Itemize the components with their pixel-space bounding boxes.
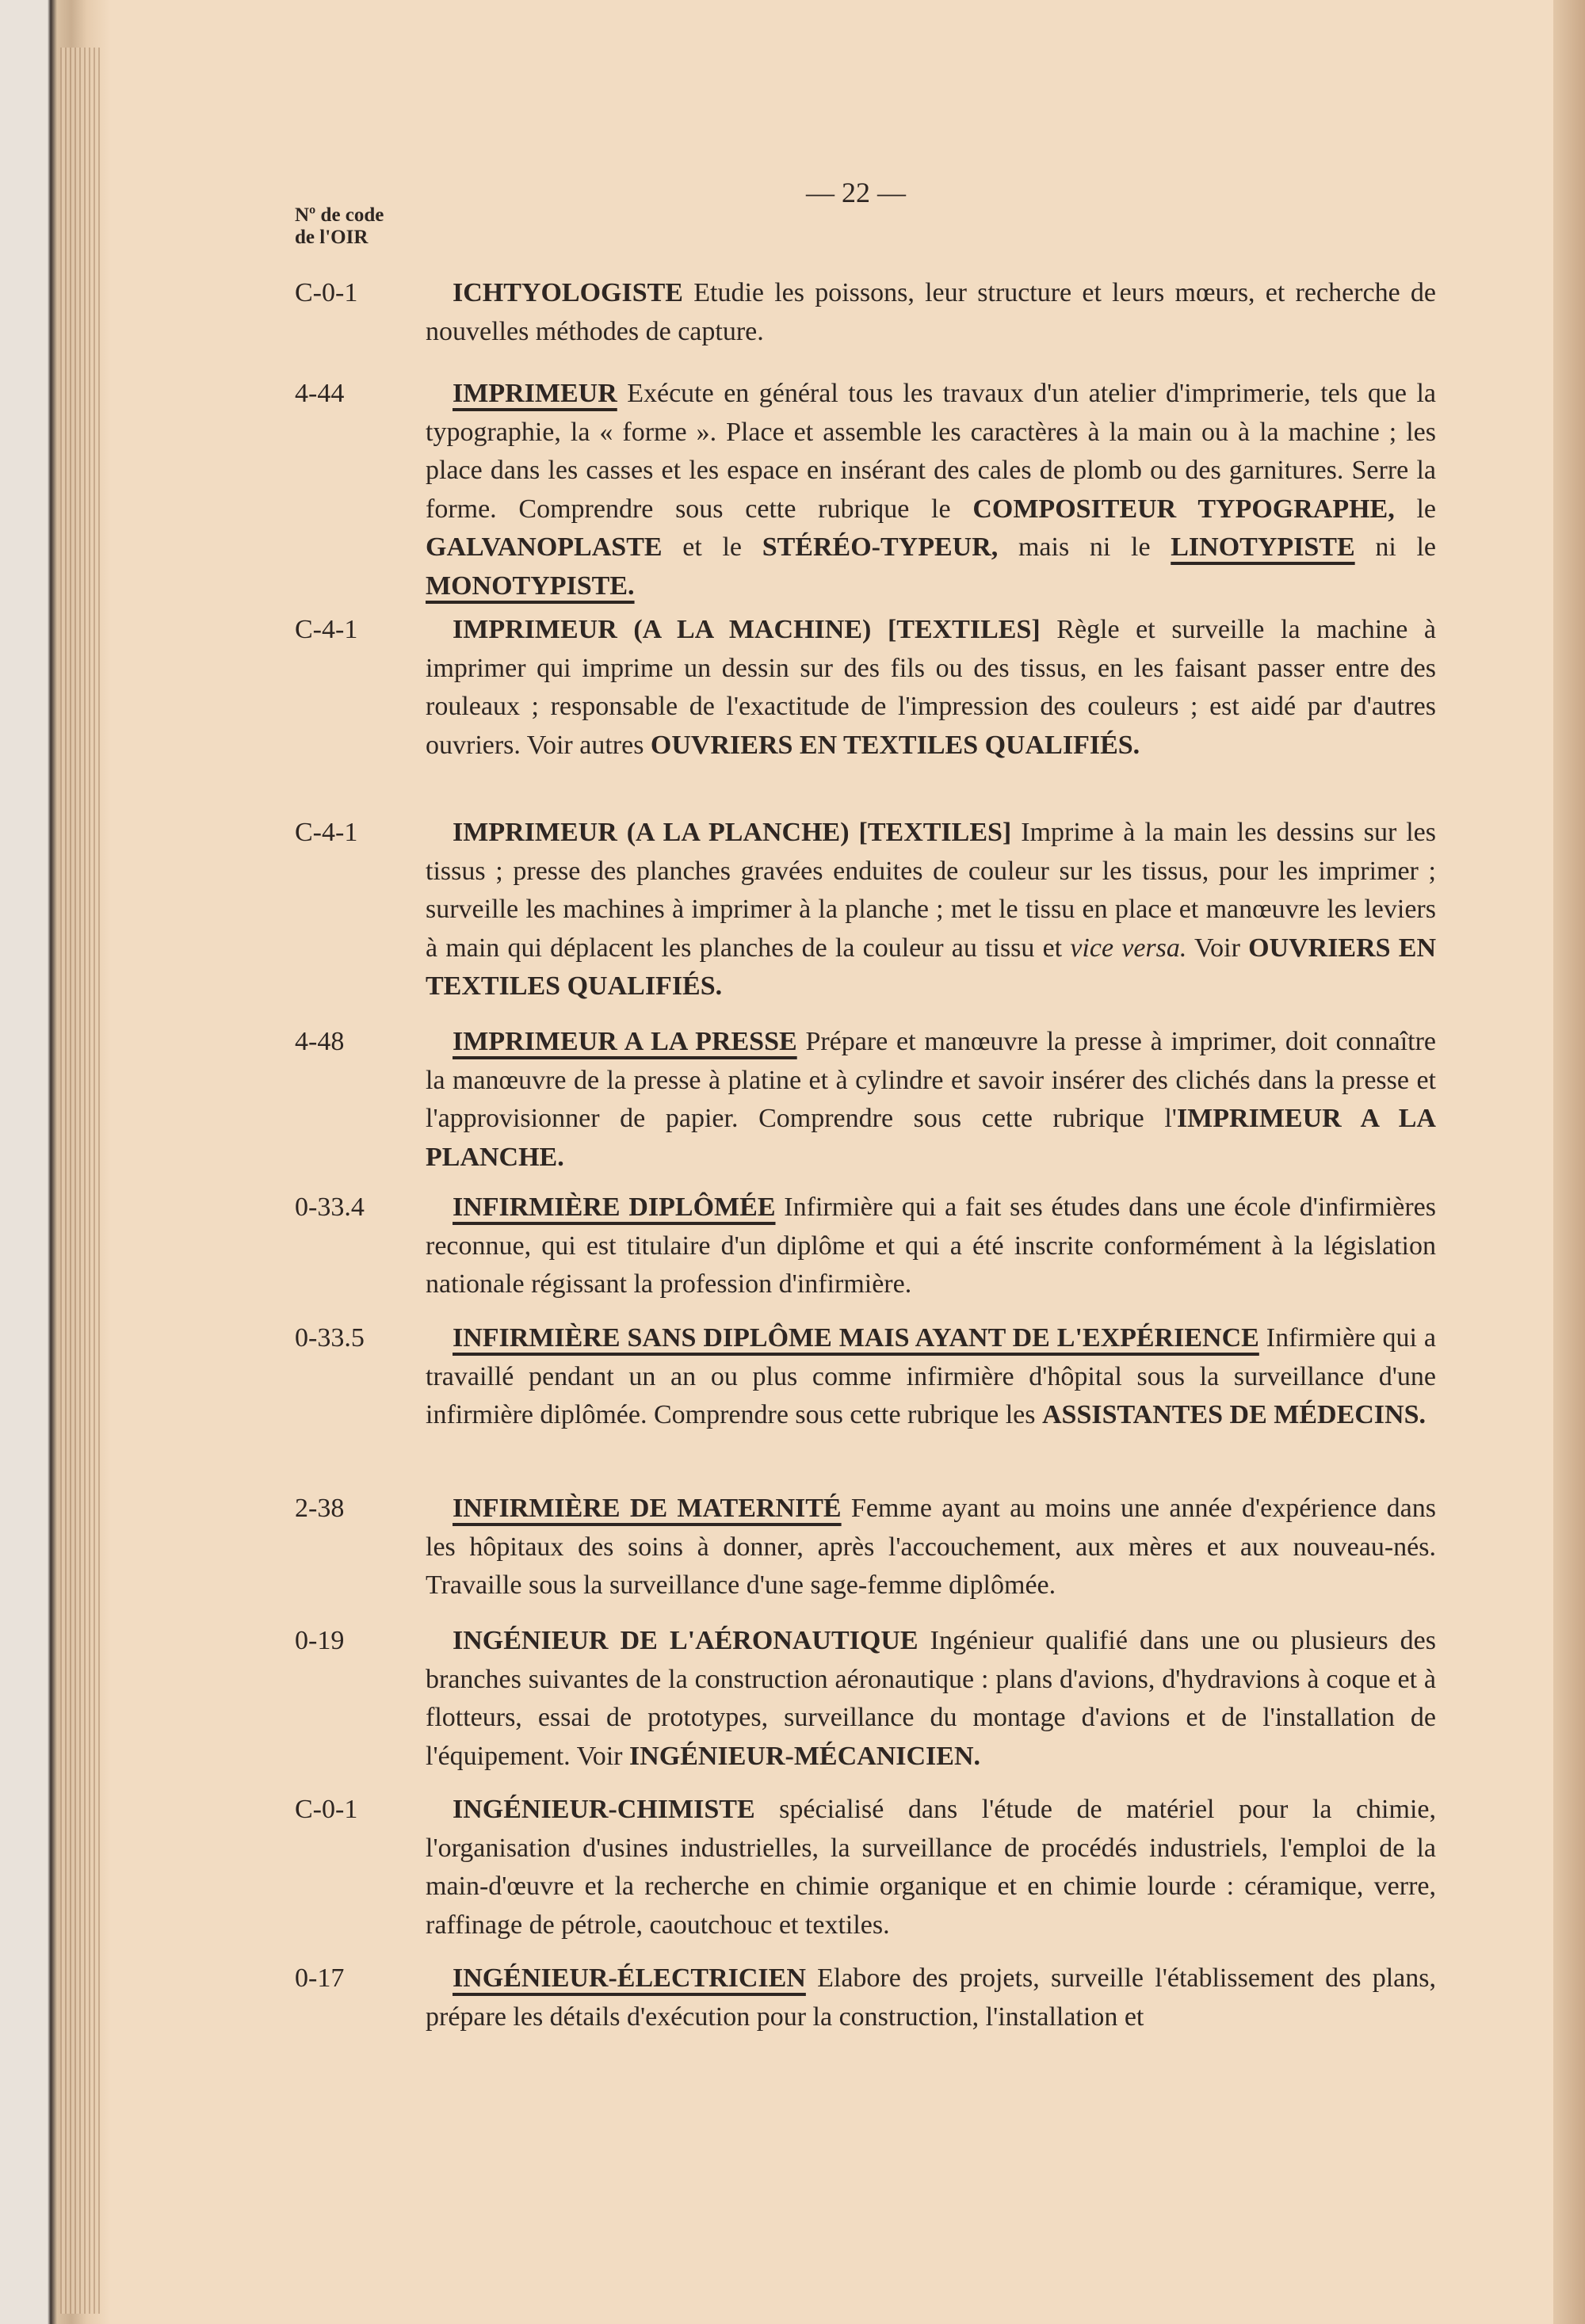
description-text: Ingénieur qualifié dans une ou plusieurs des branches suivantes de la construction aéronautique : plans d'avions, d'hydravions à coque et à flotteurs, essai de prototypes, surveillance du montage d'avions et de l'installation de l'équipement. Voir [426,1626,1436,1771]
description-text: Elabore des projets, surveille l'établissement des plans, prépare les détails d'exécution pour la construction, l'installation et [426,1963,1436,2032]
occupation-term: IMPRIMEUR [453,379,617,408]
description-text: Imprime à la main les dessins sur les tissus ; presse des planches gravées enduites de couleur sur les tissus, pour les imprimer ; surveille les machines à imprimer à la planche ; met le tissu en place et manœuvre les leviers à main qui déplacent les planches de la couleur au tissu et [426,818,1437,963]
occupation-term: INFIRMIÈRE DE MATERNITÉ [453,1494,842,1523]
occupation-term: IMPRIMEUR (A LA PLANCHE) [TEXTILES] [453,818,1012,847]
occupation-term: INGÉNIEUR-MÉCANICIEN. [629,1741,980,1771]
occupation-term: IMPRIMEUR A LA PRESSE [453,1027,797,1056]
code-column-header [295,204,384,249]
description-text: ni le [1354,532,1437,562]
occupation-term: INGÉNIEUR-ÉLECTRICIEN [453,1963,806,1993]
description-text: le [1394,494,1437,524]
oir-code: 0-33.4 [295,1193,365,1222]
occupation-term: IMPRIMEUR A LA PLANCHE. [426,1104,1436,1172]
occupation-term: LINOTYPISTE [1171,532,1355,562]
description-text: Règle et surveille la machine à imprimer qui imprime un dessin sur des fils ou des tissus, en les faisant passer entre des rouleaux ; responsable de l'exactitude de l'impression des couleurs ; est aidé par d'autres ouvriers. Voir autres [426,615,1436,760]
entry-text [426,1319,1436,1435]
description-text: spécialisé dans l'étude de matériel pour la chimie, l'organisation d'usines industrielles, la surveillance de procédés industriels, l'emploi de la main-d'œuvre et la recherche en chimie organique et en chimie lourde : céramique, verre, raffinage de pétrole, caoutchouc et textiles. [426,1795,1436,1940]
oir-code: 2-38 [295,1494,345,1523]
occupation-term: STÉRÉO-TYPEUR, [762,532,999,562]
occupation-term: INFIRMIÈRE DIPLÔMÉE [453,1193,776,1222]
occupation-term: ICHTYOLOGISTE [453,278,683,307]
entry-text [426,274,1436,351]
entry-text [426,1791,1436,1944]
description-text: Voir [1186,933,1249,963]
oir-code: C-4-1 [295,818,358,847]
description-text: et le [662,532,762,562]
oir-code: C-4-1 [295,615,358,644]
oir-code: C-0-1 [295,278,358,307]
facing-page-edge [1553,0,1585,2324]
code-column-header-line2: de l'OIR [295,227,369,248]
entry-text [426,611,1436,765]
page-number: — 22 — [806,177,906,208]
entry-text [426,1960,1436,2036]
description-text: mais ni le [998,532,1171,562]
oir-code: 4-44 [295,379,345,408]
occupation-term: MONOTYPISTE. [426,571,635,601]
occupation-term: OUVRIERS EN TEXTILES QUALIFIÉS. [650,730,1140,760]
description-text: Infirmière qui a travaillé pendant un an ou plus comme infirmière d'hôpital sous la surveillance d'une infirmière diplômée. Comprendre sous cette rubrique les [426,1323,1436,1429]
occupation-term: INGÉNIEUR DE L'AÉRONAUTIQUE [453,1626,919,1655]
entry-text [426,1023,1436,1177]
entry-text [426,1490,1436,1605]
entry-text [426,1622,1436,1776]
entry-text [426,814,1436,1006]
occupation-term: ASSISTANTES DE MÉDECINS. [1041,1400,1426,1429]
oir-code: 4-48 [295,1027,345,1056]
description-text: Prépare et manœuvre la presse à imprimer, doit connaître la manœuvre de la presse à platine et à cylindre et savoir insérer des clichés dans la presse et l'approvisionner de papier. Comprendre sous cette rubrique l' [426,1027,1436,1133]
description-text: Etudie les poissons, leur structure et leurs mœurs, et recherche de nouvelles méthodes de capture. [426,278,1436,346]
occupation-term: OUVRIERS EN TEXTILES QUALIFIÉS. [426,933,1436,1001]
description-text: Infirmière qui a fait ses études dans une école d'infirmières reconnue, qui est titulaire d'un diplôme et qui a été inscrite conformément à la législation nationale régissant la profession d'infirmière. [426,1193,1436,1299]
oir-code: 0-33.5 [295,1323,365,1353]
italic-text: vice versa. [1070,933,1187,963]
oir-code: 0-17 [295,1963,345,1993]
occupation-term: INFIRMIÈRE SANS DIPLÔME MAIS AYANT DE L'EXPÉRIENCE [453,1323,1259,1353]
book-page-edges [0,0,111,2324]
entry-text [426,1189,1436,1304]
occupation-term: COMPOSITEUR TYPOGRAPHE, [972,494,1395,524]
description-text: Exécute en général tous les travaux d'un atelier d'imprimerie, tels que la typographie, la « forme ». Place et assemble les caractères à la main ou à la machine ; les place dans les casses et les espace en insérant des cales de plomb ou des garnitures. Serre la forme. Comprendre sous cette rubrique le [426,379,1436,524]
code-column-header-line1: Nº de code [295,204,384,226]
occupation-term: GALVANOPLASTE [426,532,663,562]
oir-code: 0-19 [295,1626,345,1655]
description-text: Femme ayant au moins une année d'expérience dans les hôpitaux des soins à donner, après l'accouchement, aux mères et aux nouveau-nés. Travaille sous la surveillance d'une sage-femme diplômée. [426,1494,1436,1600]
entry-text [426,375,1436,605]
oir-code: C-0-1 [295,1795,358,1824]
occupation-term: IMPRIMEUR (A LA MACHINE) [TEXTILES] [453,615,1041,644]
occupation-term: INGÉNIEUR-CHIMISTE [453,1795,755,1824]
